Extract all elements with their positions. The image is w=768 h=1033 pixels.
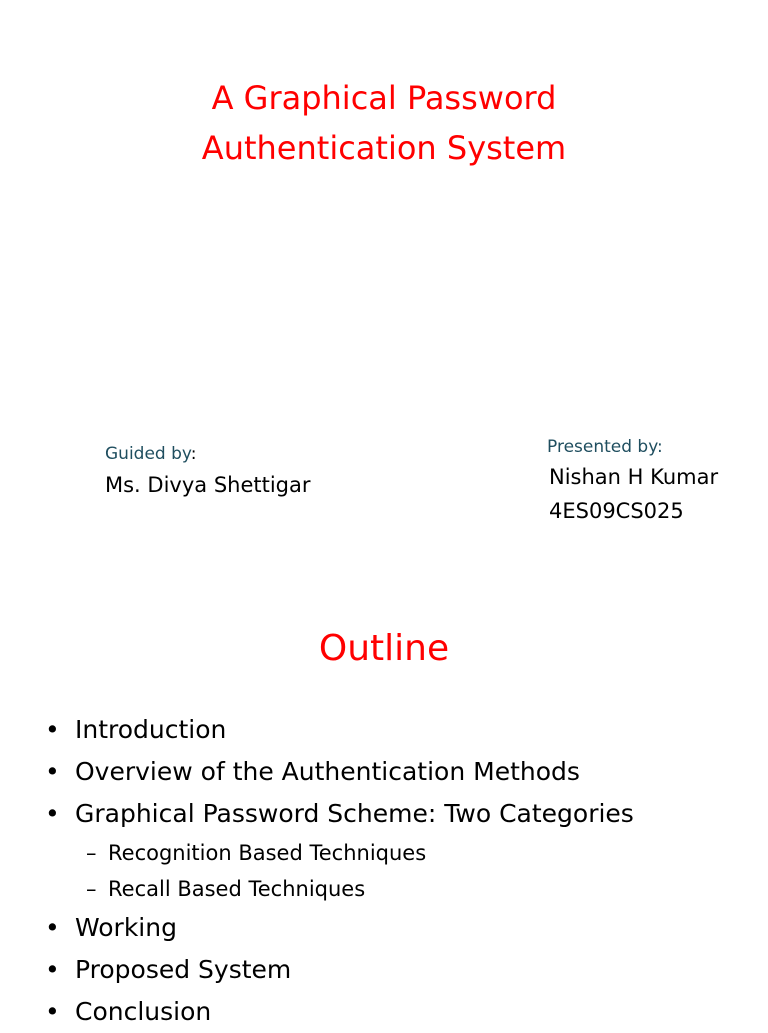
list-item-text: Introduction	[75, 715, 227, 744]
outline-title: Outline	[318, 628, 450, 669]
guide-name: Ms. Divya Shettigar	[105, 473, 311, 497]
list-item-text: Conclusion	[75, 997, 212, 1026]
guided-by-label	[105, 443, 196, 465]
list-item-text: Overview of the Authentication Methods	[75, 757, 580, 786]
presenter-id: 4ES09CS025	[549, 499, 684, 523]
bullet-icon: •	[45, 913, 60, 942]
slide-title-line-2: Authentication System	[201, 129, 567, 167]
bullet-icon: •	[45, 997, 60, 1026]
dash-icon: –	[86, 841, 97, 865]
sub-list-item-text: Recognition Based Techniques	[108, 841, 427, 865]
list-item	[0, 949, 768, 991]
bullet-icon: •	[45, 757, 60, 786]
presented-by-label: Presented by:	[547, 437, 663, 457]
list-item	[0, 907, 768, 949]
slide-title-line-1: A Graphical Password	[211, 79, 557, 117]
list-item	[0, 709, 768, 751]
list-item-text: Proposed System	[75, 955, 292, 984]
list-item	[0, 751, 768, 793]
bullet-icon: •	[45, 715, 60, 744]
sub-list-item	[0, 835, 768, 871]
list-item-text: Graphical Password Scheme: Two Categories	[75, 799, 634, 828]
list-item	[0, 793, 768, 835]
bullet-icon: •	[45, 955, 60, 984]
outline-list	[0, 709, 768, 1033]
bullet-icon: •	[45, 799, 60, 828]
guided-by-colon: :	[190, 444, 197, 464]
list-item-text: Working	[75, 913, 177, 942]
guided-by-label-text: Guided by	[105, 444, 191, 464]
sub-list-item	[0, 871, 768, 907]
list-item	[0, 991, 768, 1033]
presenter-name: Nishan H Kumar	[549, 465, 719, 489]
outline-slide	[0, 590, 768, 1024]
sub-list-item-text: Recall Based Techniques	[108, 877, 366, 901]
dash-icon: –	[86, 877, 97, 901]
